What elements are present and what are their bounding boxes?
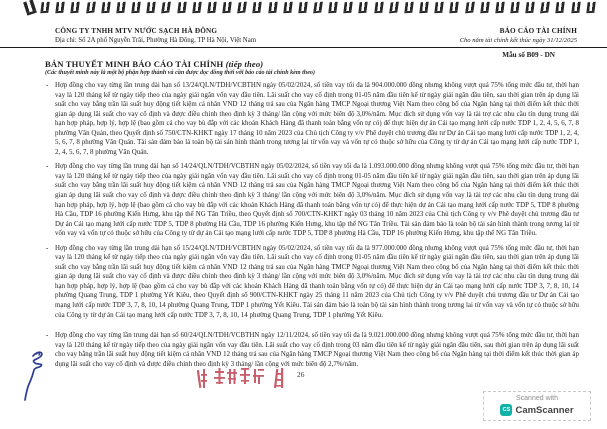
binding-mark <box>480 2 489 13</box>
red-stamp-icon <box>197 366 289 396</box>
bullet-dash: - <box>46 244 49 252</box>
page-subtitle: (Các thuyết minh này là một bộ phận hợp thành và cần được đọc đồng thời với báo cáo tài chính kèm theo) <box>45 70 315 76</box>
binding-mark <box>131 2 140 13</box>
binding-mark <box>510 2 519 13</box>
binding-mark <box>586 2 595 13</box>
binding-mark <box>298 2 307 13</box>
company-name: CÔNG TY TNHH MTV NƯỚC SẠCH HÀ ĐÔNG <box>55 27 218 35</box>
binding-mark <box>162 2 172 14</box>
bullet-dash: - <box>46 163 49 171</box>
form-number: Mẫu số B09 - DN <box>502 51 555 59</box>
camscanner-icon: CS <box>500 404 512 416</box>
binding-mark <box>313 2 323 14</box>
binding-mark <box>71 2 80 13</box>
binding-mark <box>344 2 353 13</box>
binding-mark <box>495 2 504 13</box>
binding-mark <box>86 2 96 14</box>
binding-mark <box>450 2 459 13</box>
loan-paragraph-3 <box>45 244 579 320</box>
loan-paragraph-2 <box>45 162 579 238</box>
page-title-suffix: (tiếp theo) <box>225 59 264 69</box>
binding-mark <box>419 2 428 13</box>
report-title: BÁO CÁO TÀI CHÍNH <box>499 27 577 35</box>
camscanner-badge <box>483 391 591 421</box>
binding-mark <box>40 2 49 13</box>
binding-mark <box>389 2 399 14</box>
binding-mark <box>192 2 201 13</box>
binding-mark <box>556 2 565 13</box>
binding-mark <box>147 2 156 13</box>
loan-paragraph-4-text: Hợp đồng cho vay từng lần trung dài hạn số 60/24/QLN/TDH/VCBTHN ngày 12/11/2024, số tiền vay tối đa là 9.021.000.000 đồng nhưng không vượt quá 75% tổng mức đầu tư, thời hạn vay là 120 tháng kể từ ngày tiếp theo của ngày giải ngân vốn vay đầu tiên. Lãi suất cho vay cố định trong 03 năm đầu tiên kể từ ngày giải ngân đầu tiên, sau thời gian trên áp dụng lãi suất cho vay bằng trần lãi suất huy động tiết kiệm cá nhân VND 12 tháng trả sau của Ngân hàng TMCP Ngoại thương Việt Nam theo công bố của Ngân hàng tại thời điểm kết thúc thời gian áp dụng lãi suất cho vay cố định và được điều chỉnh theo định kỳ 3 tháng/ lần cộng với mức biên độ 2,7%/năm. <box>55 332 579 368</box>
binding-mark <box>222 2 231 13</box>
binding-mark <box>465 2 475 14</box>
binding-mark <box>404 2 413 13</box>
binding-mark <box>101 2 110 13</box>
binding-mark <box>540 2 550 14</box>
binding-mark <box>359 2 368 13</box>
loan-paragraph-2-text: Hợp đồng cho vay từng lần trung dài hạn số 14/24/QLN/TDH/VCBTHN ngày 05/02/2024, số tiền vay tối đa là 1.093.000.000 đồng nhưng không vượt quá 75% tổng mức đầu tư, thời hạn vay là 120 tháng kể từ ngày tiếp theo của ngày giải ngân vốn vay đầu tiên. Lãi suất cho vay cố định trong 01-05 năm đầu tiên kể từ ngày giải ngân đầu tiên, sau thời gian trên áp dụng lãi suất cho vay bằng trần lãi suất huy động tiết kiệm cá nhân VND 12 tháng trả sau của Ngân hàng TMCP Ngoại thương Việt Nam theo công bố của Ngân hàng tại thời điểm kết thúc thời gian áp dụng lãi suất cho vay cố định và được điều chỉnh theo định kỳ 3 tháng/ lần cộng với mức biên độ 3,0%/năm. Mục đích sử dụng vốn vay là tài trợ các nhu cầu tín dụng trung dài hạn hợp pháp, hợp lý, hợp lệ (bao gồm cả cho vay bù đắp với các khoản Khách Hàng đã thanh toán bằng vốn tự có) để thực hiện dự án Cải tạo mạng lưới cấp nước TDP 5, TDP 8 phường Hà Cầu, TDP 16 phường Kiến Hưng, khu tập thể NG Tân Triều, theo Quyết định số 700/CTN-KHKT ngày 03 tháng 10 năm 2023 của Chủ tịch Công ty v/v Phê duyệt chủ trương đầu tư Dự án Cải tạo mạng lưới cấp nước TDP 5, TDP 8 phường Hà Cầu, TDP 16 phường Kiến Hưng, khu tập thể NG Tân Triều. Tài sản đảm bảo là toàn bộ tài sản hình thành trong tương lai từ vốn vay và vốn tự có thuộc sở hữu của Công ty từ dự án Cải tạo mạng lưới cấp nước TDP 5, TDP 8 phường Hà Cầu, TDP 16 phường Kiến Hưng, khu tập thể NG Tân Triều. <box>55 163 579 238</box>
binding-marks <box>26 2 595 15</box>
page-title <box>45 59 263 69</box>
loan-paragraph-1-text: Hợp đồng cho vay từng lần trung dài hạn số 13/24/QLN/TDH/VCBTHN ngày 05/02/2024, số tiền vay tối đa là 904.000.000 đồng nhưng không vượt quá 75% tổng mức đầu tư, thời hạn vay là 120 tháng kể từ ngày tiếp theo của ngày giải ngân vốn vay đầu tiên. Lãi suất cho vay cố định trong 01-05 năm đầu tiên kể từ ngày giải ngân đầu tiên, sau thời gian trên áp dụng lãi suất cho vay bằng trần lãi suất huy động tiết kiệm cá nhân VND 12 tháng trả sau của Ngân hàng TMCP Ngoại thương Việt Nam theo công bố của Ngân hàng tại thời điểm kết thúc thời gian áp dụng lãi suất cho vay cố định và được điều chỉnh theo định kỳ 3 tháng/ lần cộng với mức biên độ 3,0%/năm. Mục đích sử dụng vốn vay là tài trợ các nhu cầu tín dụng trung dài hạn hợp pháp, hợp lý, hợp lệ (bao gồm cả cho vay bù đắp với các khoản Khách Hàng đã thanh toán bằng vốn tự có) để thực hiện dự án Cải tạo mạng lưới cấp nước TDP 1, 2, 4, 5, 6, 7, 8 phường Văn Quán, theo Quyết định số 750/CTN-KHKT ngày 17 tháng 10 năm 2023 của Chủ tịch Công ty v/v Phê duyệt chủ trương đầu tư Dự án Cải tạo mạng lưới cấp nước TDP 1, 2, 4, 5, 6, 7, 8 phường Văn Quán. Tài sản đảm bảo là toàn bộ tài sản hình thành trong tương lai từ vốn vay và vốn tự có thuộc sở hữu của Công ty từ dự án Cải tạo mạng lưới cấp nước TDP 1, 2, 4, 5, 6, 7, 8 phường Văn Quán. <box>55 82 579 156</box>
header-divider <box>0 47 607 48</box>
binding-mark <box>177 2 186 13</box>
binding-mark <box>374 2 383 13</box>
binding-mark <box>571 2 580 13</box>
loan-paragraph-4 <box>45 331 579 369</box>
binding-mark <box>328 2 337 13</box>
company-address: Địa chỉ: Số 2A phố Nguyễn Trãi, Phường Hà Đông, TP Hà Nội, Việt Nam <box>55 37 257 44</box>
bullet-dash: - <box>46 332 49 340</box>
binding-mark <box>237 2 247 14</box>
binding-mark <box>283 2 292 13</box>
report-period: Cho năm tài chính kết thúc ngày 31/12/2025 <box>459 37 577 44</box>
page-number: 26 <box>297 370 305 379</box>
page-title-main: BẢN THUYẾT MINH BÁO CÁO TÀI CHÍNH <box>45 59 224 69</box>
bullet-dash: - <box>46 82 49 89</box>
binding-mark <box>207 2 216 13</box>
pen-mark-icon <box>12 347 52 405</box>
binding-mark <box>116 2 125 13</box>
binding-mark <box>525 2 534 13</box>
loan-paragraph-1 <box>45 81 579 157</box>
binding-mark <box>56 2 65 13</box>
notes-body <box>45 81 579 374</box>
binding-mark <box>23 0 37 16</box>
camscanner-badge-label: Scanned with <box>515 395 559 402</box>
loan-paragraph-3-text: Hợp đồng cho vay từng lần trung dài hạn số 15/24/QLN/TDH/VCBTHN ngày 05/02/2024, số tiền vay tối đa là 977.000.000 đồng nhưng không vượt quá 75% tổng mức đầu tư, thời hạn vay là 120 tháng kể từ ngày tiếp theo của ngày giải ngân vốn vay đầu tiên. Lãi suất cho vay cố định trong 01-05 năm đầu tiên kể từ ngày giải ngân đầu tiên, sau thời gian trên áp dụng lãi suất cho vay bằng trần lãi suất huy động tiết kiệm cá nhân VND 12 tháng trả sau của Ngân hàng TMCP Ngoại thương Việt Nam theo công bố của Ngân hàng tại thời điểm kết thúc thời gian áp dụng lãi suất cho vay cố định và được điều chỉnh theo định kỳ 3 tháng/ lần cộng với mức biên độ 3,0%/năm. Mục đích sử dụng vốn vay là tài trợ các nhu cầu tín dụng trung dài hạn hợp pháp, hợp lý, hợp lệ (bao gồm cả cho vay bù đắp với các khoản Khách Hàng đã thanh toán bằng vốn tự có) để thực hiện dự án Cải tạo mạng lưới cấp nước TDP 3, 7, 8, 10, 14 phường Quang Trung, TDP 1 phường Yết Kiêu, theo Quyết định số 900/CTN-KHKT ngày 25 tháng 11 năm 2023 của Chủ tịch Công ty v/v Phê duyệt chủ trương đầu tư Dự án Cải tạo mạng lưới cấp nước TDP 3, 7, 8, 10, 14 phường Quang Trung, TDP 1 phường Yết Kiêu. Tài sản đảm bảo là toàn bộ tài sản hình thành trong tương lai từ vốn vay và vốn tự có thuộc sở hữu của Công ty từ dự án Cải tạo mạng lưới cấp nước TDP 3, 7, 8, 10, 14 phường Quang Trung, TDP 1 phường Yết Kiêu. <box>55 244 579 319</box>
binding-mark <box>253 2 262 13</box>
camscanner-name: CamScanner <box>515 404 574 416</box>
binding-mark <box>268 2 277 13</box>
binding-mark <box>435 2 444 13</box>
